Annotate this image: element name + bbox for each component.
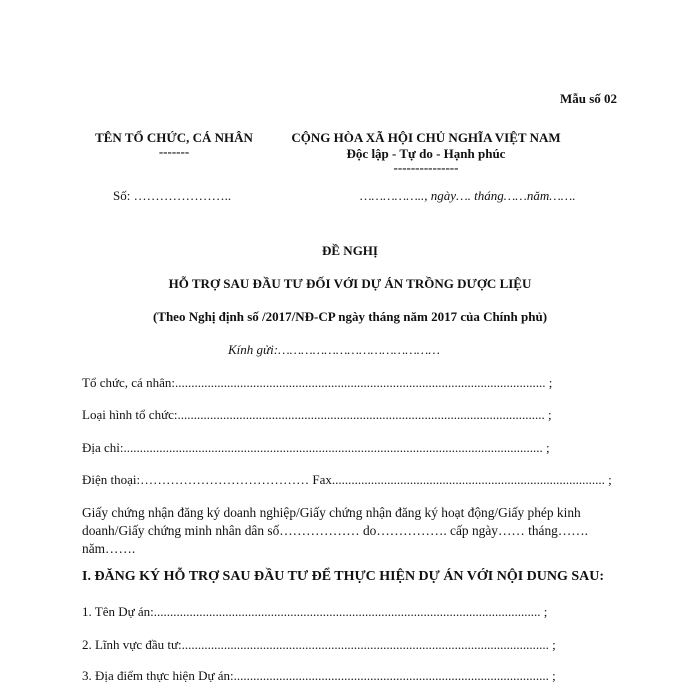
national-motto: Độc lập - Tự do - Hạnh phúc: [346, 146, 506, 161]
org-header-dashes: -------: [158, 144, 190, 159]
field-phone-fax: Điện thoại:………………………………… Fax.................................................................................... ;: [82, 472, 612, 487]
org-name-label: TÊN TỔ CHỨC, CÁ NHÂN: [95, 130, 253, 145]
date-line: …………….., ngày…. tháng……năm…….: [360, 188, 576, 203]
field-address: Địa chỉ:................................................................................................................................. ;: [82, 440, 550, 455]
national-header-block: [276, 130, 576, 176]
section-1-item-investment-field: 2. Lĩnh vực đầu tư:................................................................................................................. ;: [82, 637, 556, 652]
section-1-heading: I. ĐĂNG KÝ HỖ TRỢ SAU ĐẦU TƯ ĐỂ THỰC HIỆN DỰ ÁN VỚI NỘI DUNG SAU:: [82, 569, 605, 584]
field-org-type: Loại hình tổ chức:................................................................................................................. ;: [82, 407, 552, 422]
document-subtitle: HỖ TRỢ SAU ĐẦU TƯ ĐỐI VỚI DỰ ÁN TRỒNG DƯỢC LIỆU: [168, 276, 532, 291]
national-title: CỘNG HÒA XÃ HỘI CHỦ NGHĨA VIỆT NAM: [291, 130, 561, 145]
document-number-line: Số: …………………..: [113, 188, 232, 203]
section-1-item-location: 3. Địa điểm thực hiện Dự án:................................................................................................. ;: [82, 668, 556, 683]
form-number: Mẫu số 02: [559, 91, 617, 106]
field-organization: Tổ chức, cá nhân:.................................................................................................................. ;: [82, 375, 553, 390]
decree-note: (Theo Nghị định số /2017/NĐ-CP ngày tháng năm 2017 của Chính phủ): [152, 309, 548, 324]
org-header-block: [82, 130, 266, 160]
national-header-dashes: ---------------: [393, 160, 459, 175]
certificate-paragraph: Giấy chứng nhận đăng ký doanh nghiệp/Giấy chứng nhận đăng ký hoạt động/Giấy phép kinh doanh/Giấy chứng minh nhân dân số……………… do……………. cấp ngày…… tháng……. năm…….: [82, 505, 588, 556]
section-1-item-project-name: 1. Tên Dự án:....................................................................................................................... ;: [82, 604, 548, 619]
addressee-line: Kính gửi:……………………………………: [228, 342, 440, 357]
document-title: ĐỀ NGHỊ: [322, 243, 378, 258]
